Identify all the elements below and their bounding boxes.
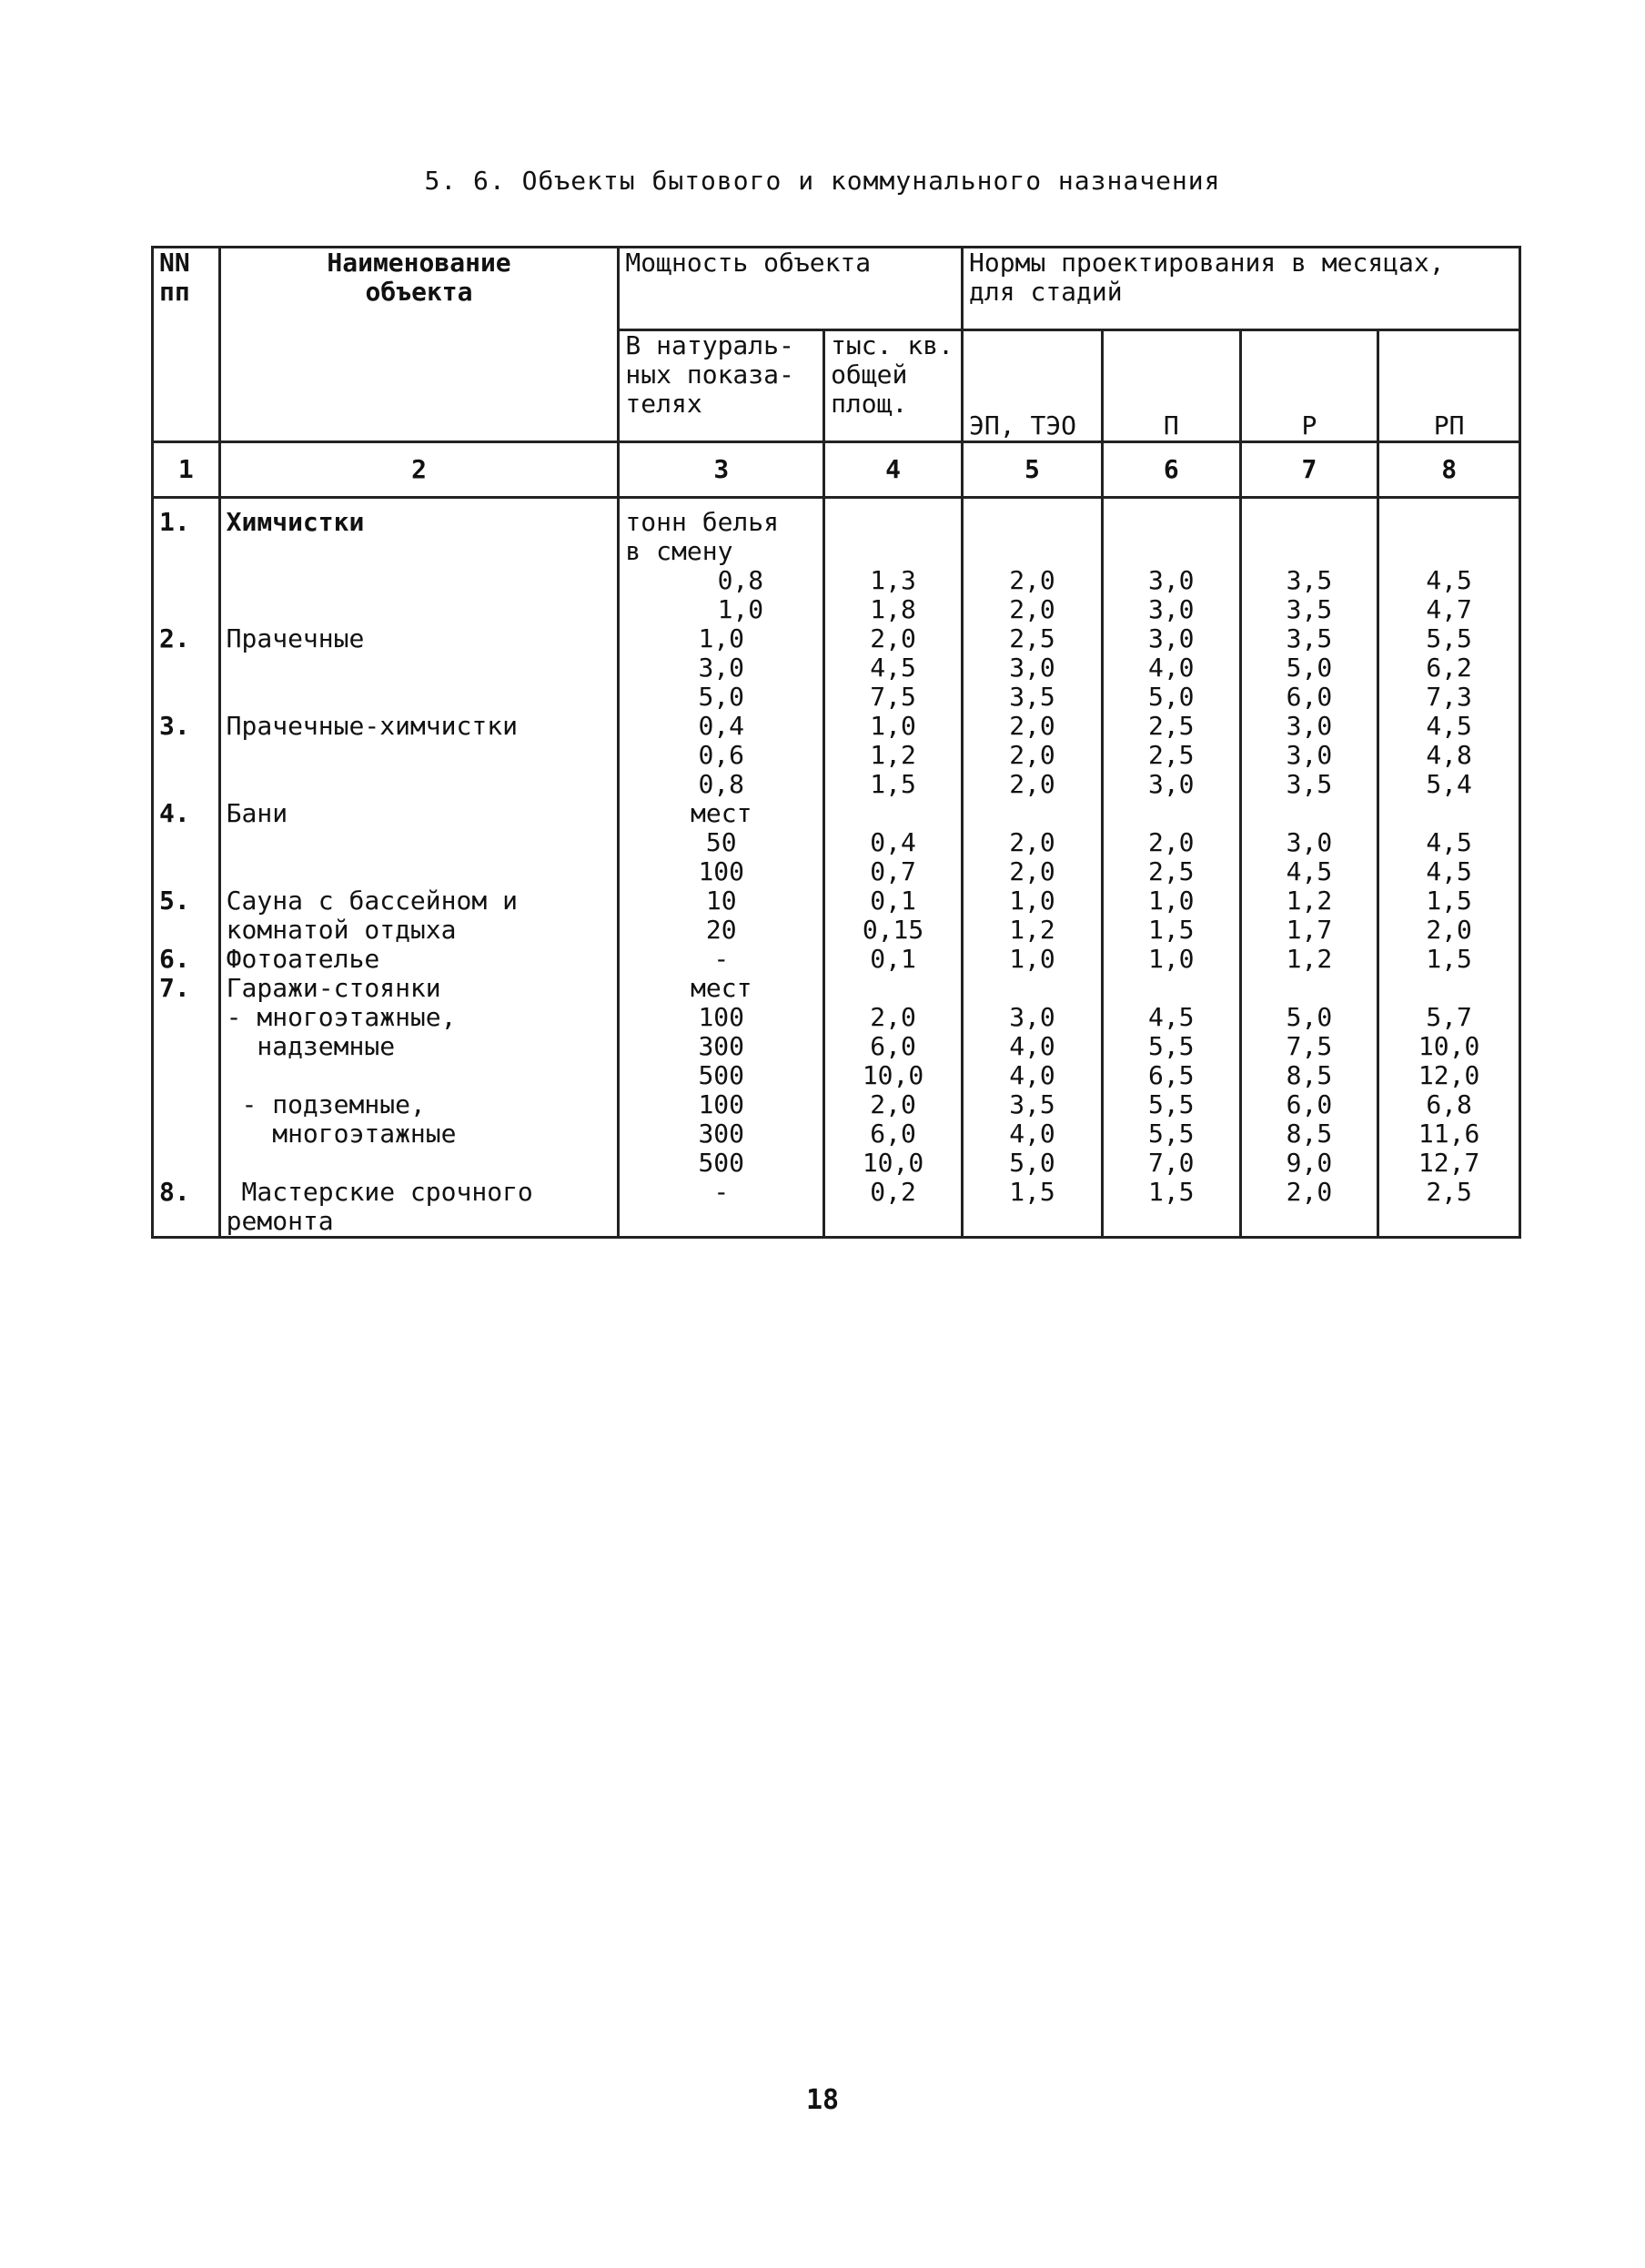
- row-natural: [619, 799, 824, 886]
- row-area-text: 2,0 6,0 10,0: [862, 1089, 924, 1178]
- row-r-text: 3,0 3,0 3,5: [1286, 711, 1333, 799]
- header-ep: [963, 330, 1103, 442]
- row-rp: [1378, 498, 1520, 625]
- row-ep-text: 1,0: [1009, 944, 1055, 974]
- row-ep: [963, 1178, 1103, 1238]
- row-natural: [619, 974, 824, 1090]
- row-natural-text: 1,0 3,0 5,0: [698, 623, 745, 712]
- row-ep-text: 2,0 2,0 2,0: [1009, 711, 1055, 799]
- row-area-text: 2,0 6,0 10,0: [862, 1002, 924, 1090]
- row-natural-text: мест 50 100: [691, 798, 752, 886]
- row-r-text: 3,0 4,5: [1286, 827, 1333, 886]
- row-r-text: 3,5 5,0 6,0: [1286, 623, 1333, 712]
- row-p: [1102, 886, 1240, 945]
- row-ep-text: 1,5: [1009, 1177, 1055, 1207]
- row-r: [1240, 624, 1378, 712]
- row-r-text: 2,0: [1286, 1177, 1333, 1207]
- row-num: 7.: [153, 974, 220, 1090]
- page-title: 5. 6. Объекты бытового и коммунального назначения: [424, 166, 1221, 196]
- row-name: [219, 712, 619, 799]
- row-p-text: 3,0 4,0 5,0: [1147, 623, 1195, 712]
- header-capacity-text: Мощность объекта: [625, 248, 872, 278]
- header-p: [1102, 330, 1240, 442]
- header-norms-text: Нормы проектирования в месяцах, для стадий: [969, 248, 1445, 307]
- page-number: 18: [805, 2084, 840, 2116]
- row-area: [824, 799, 963, 886]
- table-row: [153, 624, 1520, 712]
- row-p: [1102, 1178, 1240, 1238]
- row-p-text: 2,0 2,5: [1147, 827, 1195, 886]
- row-r: [1240, 1090, 1378, 1178]
- row-natural-text: -: [713, 1177, 730, 1207]
- row-ep-text: 2,0 2,0: [1009, 827, 1055, 886]
- header-num-text: NN пп: [159, 248, 190, 307]
- col-num-5: 5: [963, 442, 1103, 498]
- row-name-text: Гаражи-стоянки - многоэтажные, надземные: [226, 973, 457, 1061]
- table-row: [153, 799, 1520, 886]
- row-rp-text: 4,5 4,5: [1426, 827, 1472, 886]
- row-ep: [963, 712, 1103, 799]
- row-natural: [619, 712, 824, 799]
- row-ep-text: 2,5 3,0 3,5: [1009, 623, 1055, 712]
- row-area-text: 0,2: [870, 1177, 916, 1207]
- row-rp-text: 2,5: [1426, 1177, 1472, 1207]
- row-area-text: 0,1: [870, 944, 916, 974]
- row-p: [1102, 974, 1240, 1090]
- row-ep-text: 3,5 4,0 5,0: [1009, 1089, 1055, 1178]
- row-p-text: 3,0 3,0: [1147, 565, 1195, 624]
- row-rp: [1378, 945, 1520, 974]
- row-num: 4.: [153, 799, 220, 886]
- row-r-text: 1,2 1,7: [1286, 886, 1333, 945]
- row-p-text: 5,5 5,5 7,0: [1147, 1089, 1195, 1178]
- row-rp: [1378, 886, 1520, 945]
- row-ep: [963, 498, 1103, 625]
- row-num: 5.: [153, 886, 220, 945]
- col-num-1: 1: [153, 442, 220, 498]
- row-area: [824, 1090, 963, 1178]
- row-ep: [963, 1090, 1103, 1178]
- norms-table: [151, 246, 1521, 1239]
- table-row: [153, 712, 1520, 799]
- row-name-text: Фотоателье: [226, 944, 380, 974]
- row-rp-text: 5,5 6,2 7,3: [1426, 623, 1472, 712]
- header-area-text: тыс. кв. общей площ.: [831, 330, 954, 419]
- row-name-text: - подземные, многоэтажные: [241, 1089, 457, 1149]
- row-r: [1240, 799, 1378, 886]
- header-p-text: П: [1163, 410, 1179, 440]
- row-r-text: 5,0 7,5 8,5: [1286, 1002, 1333, 1090]
- header-rp-text: РП: [1433, 410, 1465, 440]
- row-num: 1.: [153, 498, 220, 625]
- row-natural-text: 100 300 500: [698, 1089, 745, 1178]
- table-row: [153, 498, 1520, 625]
- row-p-text: 1,0: [1147, 944, 1195, 974]
- table-row: [153, 886, 1520, 945]
- row-ep-text: 2,0 2,0: [1009, 565, 1055, 624]
- row-ep: [963, 974, 1103, 1090]
- row-num: [153, 1090, 220, 1178]
- col-num-8: 8: [1378, 442, 1520, 498]
- col-num-4: 4: [824, 442, 963, 498]
- row-p-text: 1,0 1,5: [1147, 886, 1195, 945]
- row-area-text: 2,0 4,5 7,5: [870, 623, 916, 712]
- row-name: [219, 974, 619, 1090]
- row-p: [1102, 945, 1240, 974]
- row-natural: [619, 1090, 824, 1178]
- row-p-text: 1,5: [1147, 1177, 1195, 1207]
- row-p: [1102, 712, 1240, 799]
- row-natural-text: 0,4 0,6 0,8: [698, 711, 745, 799]
- row-ep-text: 1,0 1,2: [1009, 886, 1055, 945]
- row-natural: [619, 1178, 824, 1238]
- row-num: 6.: [153, 945, 220, 974]
- row-rp: [1378, 799, 1520, 886]
- row-r: [1240, 886, 1378, 945]
- row-natural-text: 10 20: [705, 886, 737, 945]
- row-r-text: 1,2: [1286, 944, 1333, 974]
- row-name-text: Химчистки: [226, 507, 365, 537]
- row-num: 8.: [153, 1178, 220, 1238]
- header-row-1: [153, 248, 1520, 330]
- row-area-text: 0,4 0,7: [870, 827, 916, 886]
- row-p: [1102, 624, 1240, 712]
- row-p: [1102, 498, 1240, 625]
- row-area: [824, 886, 963, 945]
- row-area-text: 1,0 1,2 1,5: [870, 711, 916, 799]
- row-area: [824, 712, 963, 799]
- row-num: 3.: [153, 712, 220, 799]
- table-row: [153, 1090, 1520, 1178]
- col-num-2: 2: [219, 442, 619, 498]
- row-ep: [963, 886, 1103, 945]
- row-natural-text: мест 100 300 500: [691, 973, 752, 1090]
- row-name: [219, 799, 619, 886]
- row-name: [219, 886, 619, 945]
- row-natural: [619, 624, 824, 712]
- row-name-text: Прачечные-химчистки: [226, 711, 518, 741]
- row-ep: [963, 624, 1103, 712]
- row-rp-text: 5,7 10,0 12,0: [1418, 1002, 1480, 1090]
- row-rp: [1378, 974, 1520, 1090]
- header-area: [824, 330, 963, 442]
- row-natural-text: -: [713, 944, 730, 974]
- row-name-text: Бани: [226, 798, 288, 828]
- row-area: [824, 498, 963, 625]
- row-r: [1240, 712, 1378, 799]
- col-num-3: 3: [619, 442, 824, 498]
- header-natural: [619, 330, 824, 442]
- row-area: [824, 974, 963, 1090]
- row-rp-text: 1,5 2,0: [1426, 886, 1472, 945]
- row-rp-text: 6,8 11,6 12,7: [1418, 1089, 1480, 1178]
- row-num: 2.: [153, 624, 220, 712]
- row-rp: [1378, 624, 1520, 712]
- header-num: [153, 248, 220, 442]
- row-area: [824, 1178, 963, 1238]
- header-norms: [963, 248, 1520, 330]
- row-name-text: Мастерские срочного ремонта: [226, 1177, 533, 1236]
- row-area-text: 1,3 1,8: [870, 565, 916, 624]
- header-r-text: Р: [1301, 410, 1317, 440]
- row-natural-text: тонн белья в смену 0,8 1,0: [625, 507, 779, 624]
- header-name: [219, 248, 619, 442]
- row-name-text: Сауна с бассейном и комнатой отдыха: [226, 886, 518, 945]
- table-row: [153, 974, 1520, 1090]
- row-area-text: 0,1 0,15: [862, 886, 924, 945]
- row-name: [219, 1090, 619, 1178]
- row-p-text: 4,5 5,5 6,5: [1147, 1002, 1195, 1090]
- header-capacity: [619, 248, 963, 330]
- row-p: [1102, 1090, 1240, 1178]
- row-ep: [963, 945, 1103, 974]
- row-natural: [619, 886, 824, 945]
- row-area: [824, 945, 963, 974]
- row-ep-text: 3,0 4,0 4,0: [1009, 1002, 1055, 1090]
- row-natural: [619, 498, 824, 625]
- row-name: [219, 624, 619, 712]
- row-natural: [619, 945, 824, 974]
- row-rp: [1378, 1178, 1520, 1238]
- row-rp-text: 1,5: [1426, 944, 1472, 974]
- row-name: [219, 1178, 619, 1238]
- header-name-text: Наименование объекта: [327, 248, 511, 307]
- row-name: [219, 498, 619, 625]
- row-p: [1102, 799, 1240, 886]
- column-number-row: [153, 442, 1520, 498]
- row-r: [1240, 974, 1378, 1090]
- row-r: [1240, 1178, 1378, 1238]
- col-num-6: 6: [1102, 442, 1240, 498]
- header-r: [1240, 330, 1378, 442]
- row-rp: [1378, 712, 1520, 799]
- row-name-text: Прачечные: [226, 623, 365, 653]
- row-r: [1240, 498, 1378, 625]
- row-rp: [1378, 1090, 1520, 1178]
- header-rp: [1378, 330, 1520, 442]
- table-row: [153, 1178, 1520, 1238]
- row-p-text: 2,5 2,5 3,0: [1147, 711, 1195, 799]
- row-r-text: 3,5 3,5: [1286, 565, 1333, 624]
- row-ep: [963, 799, 1103, 886]
- row-rp-text: 4,5 4,7: [1426, 565, 1472, 624]
- row-name: [219, 945, 619, 974]
- row-r: [1240, 945, 1378, 974]
- header-ep-text: ЭП, ТЭО: [969, 410, 1077, 440]
- col-num-7: 7: [1240, 442, 1378, 498]
- row-r-text: 6,0 8,5 9,0: [1286, 1089, 1333, 1178]
- table-row: [153, 945, 1520, 974]
- header-natural-text: В натураль- ных показа- телях: [625, 330, 794, 419]
- row-rp-text: 4,5 4,8 5,4: [1426, 711, 1472, 799]
- row-area: [824, 624, 963, 712]
